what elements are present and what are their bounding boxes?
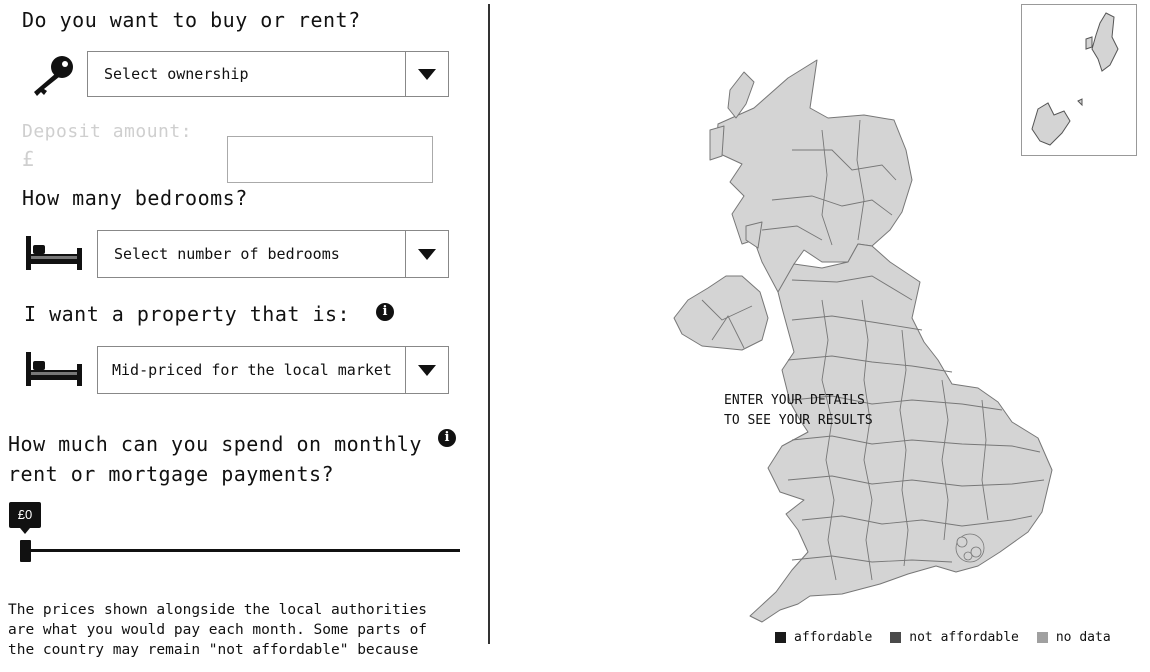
bed-icon <box>24 352 84 386</box>
slider-value-tooltip: £0 <box>9 502 41 528</box>
legend-swatch <box>775 632 786 643</box>
bedrooms-select[interactable] <box>97 230 449 278</box>
note-line: are what you would pay each month. Some parts of <box>8 622 428 638</box>
payment-slider-handle[interactable] <box>20 540 31 562</box>
legend-item-no-data <box>1037 630 1111 645</box>
map-instructions-line1: ENTER YOUR DETAILS <box>724 393 865 408</box>
spend-question-line2: rent or mortgage payments? <box>8 462 335 486</box>
chevron-down-icon[interactable] <box>405 52 448 96</box>
note-line: the country may remain "not affordable" because <box>8 642 419 658</box>
shetland-islands-map <box>1022 5 1136 155</box>
property-type-select[interactable] <box>97 346 449 394</box>
map-legend <box>775 630 1111 645</box>
form-panel <box>0 0 480 672</box>
map-instructions-line2: TO SEE YOUR RESULTS <box>724 413 873 428</box>
legend-swatch <box>1037 632 1048 643</box>
map-panel <box>492 0 1150 672</box>
shetland-inset-map <box>1021 4 1137 156</box>
explanation-note <box>8 600 478 660</box>
legend-item-not-affordable <box>890 630 1019 645</box>
property-question: I want a property that is: <box>24 302 351 326</box>
chevron-down-icon[interactable] <box>405 347 448 393</box>
map-instructions <box>724 391 873 431</box>
legend-label: affordable <box>794 630 873 645</box>
ownership-select-value: Select ownership <box>104 65 249 83</box>
panel-divider <box>488 4 490 644</box>
bedrooms-question: How many bedrooms? <box>22 186 248 210</box>
legend-swatch <box>890 632 901 643</box>
legend-label: not affordable <box>909 630 1019 645</box>
bed-icon <box>24 236 84 270</box>
property-type-select-value: Mid-priced for the local market <box>112 361 392 379</box>
legend-label: no data <box>1055 630 1111 645</box>
info-icon[interactable]: i <box>438 429 456 447</box>
payment-slider-track[interactable] <box>24 549 460 552</box>
info-icon[interactable]: i <box>376 303 394 321</box>
deposit-label: Deposit amount: <box>22 121 193 142</box>
spend-question-line1: How much can you spend on monthly <box>8 432 422 456</box>
chevron-down-icon[interactable] <box>405 231 448 277</box>
deposit-amount-input[interactable] <box>227 136 433 183</box>
buy-rent-question: Do you want to buy or rent? <box>22 8 361 32</box>
legend-item-affordable <box>775 630 872 645</box>
key-icon <box>28 54 76 98</box>
bedrooms-select-value: Select number of bedrooms <box>114 245 340 263</box>
deposit-currency: £ <box>22 147 35 171</box>
ownership-select[interactable] <box>87 51 449 97</box>
note-line: The prices shown alongside the local authorities <box>8 602 428 618</box>
